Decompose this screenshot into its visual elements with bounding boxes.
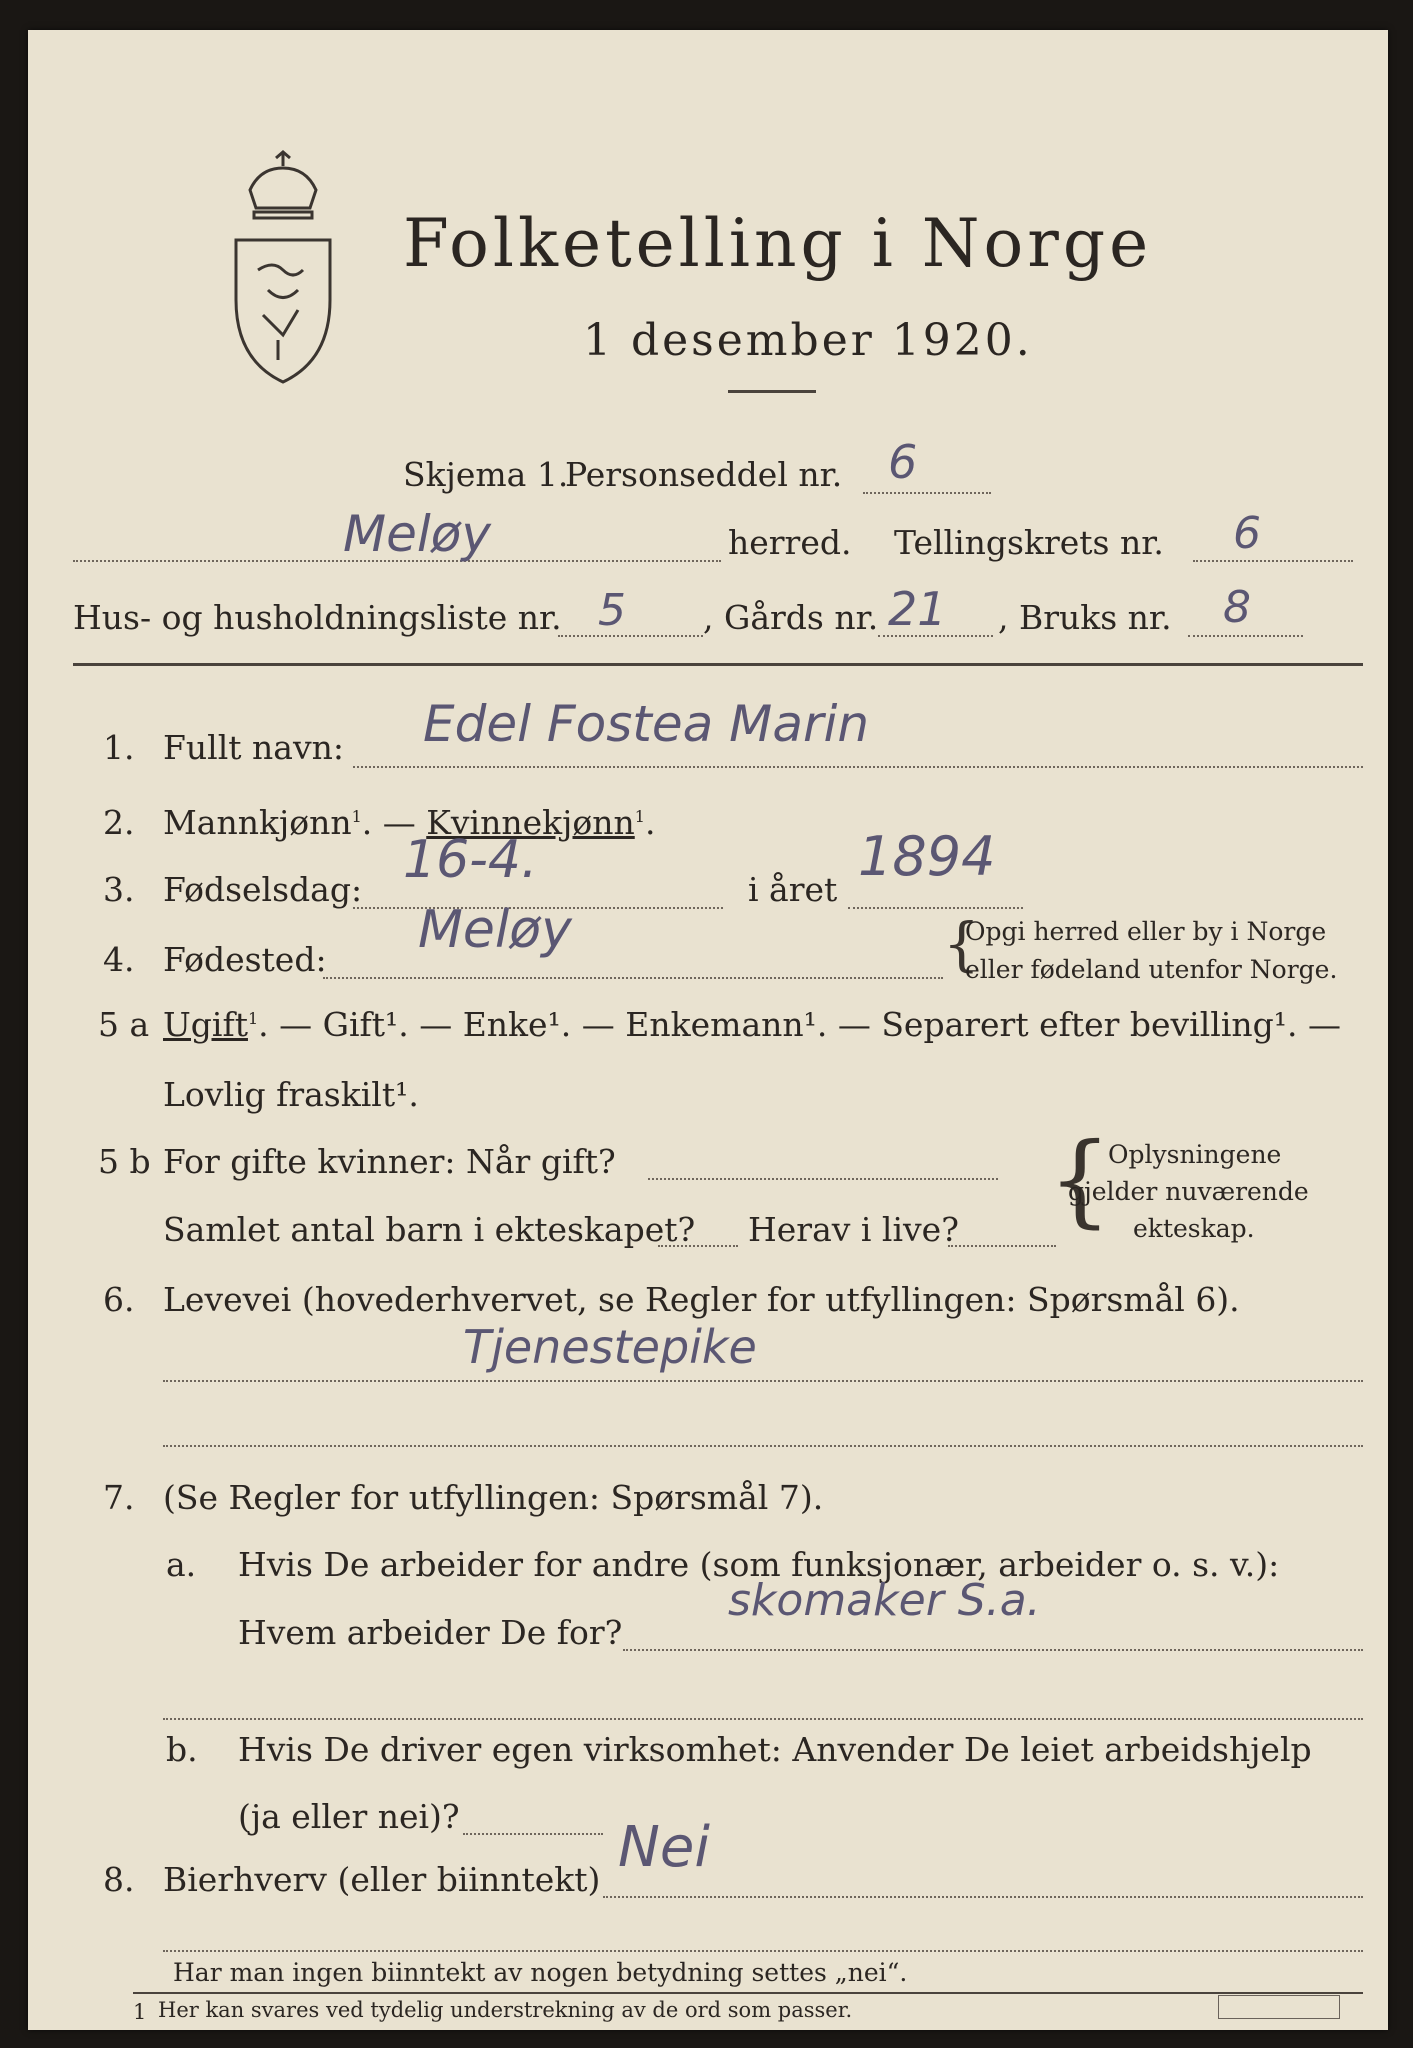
header-rule: [73, 663, 1363, 666]
q4-note-2: eller fødeland utenfor Norge.: [965, 955, 1338, 984]
bruks-line: [1188, 635, 1303, 637]
printer-stamp: [1218, 1995, 1340, 2019]
q2-dash: . —: [361, 803, 416, 842]
q1-line: [353, 766, 1363, 768]
q5b-alive-line: [948, 1245, 1056, 1247]
q7b-line: [463, 1833, 603, 1835]
personseddel-value: 6: [888, 435, 918, 489]
q6-value: Tjenestepike: [463, 1320, 757, 1374]
q4-label: Fødested:: [163, 940, 327, 979]
herred-label: herred.: [728, 523, 852, 562]
q5b-label-3: Herav i live?: [748, 1210, 959, 1249]
husliste-value: 5: [598, 585, 626, 636]
q8-value: Nei: [618, 1815, 710, 1880]
gards-value: 21: [888, 582, 947, 636]
q7-number: 7.: [103, 1478, 135, 1517]
census-form-sheet: [28, 30, 1388, 2030]
q2-end: .: [644, 803, 656, 842]
q7a-label-2: Hvem arbeider De for?: [238, 1613, 623, 1652]
footnote-mark: 1: [133, 2000, 147, 2024]
q6-line-2: [163, 1445, 1363, 1447]
q8-line: [603, 1896, 1363, 1898]
q3-label: Fødselsdag:: [163, 870, 363, 909]
q5b-label-2: Samlet antal barn i ekteskapet?: [163, 1210, 696, 1249]
q4-value: Meløy: [418, 900, 572, 960]
q8-line-2: [163, 1950, 1363, 1952]
q2-male-option: Mannkjønn: [163, 803, 352, 842]
bruks-value: 8: [1223, 582, 1251, 633]
q1-number: 1.: [103, 728, 135, 767]
husliste-label: Hus- og husholdningsliste nr.: [73, 598, 562, 637]
footer-note: Har man ingen biinntekt av nogen betydning settes „nei“.: [173, 1958, 908, 1987]
q7a-value: skomaker S.a.: [728, 1575, 1041, 1626]
q5b-brace: {: [1048, 1121, 1112, 1238]
footnote-text: Her kan svares ved tydelig understrekning av de ord som passer.: [158, 1998, 853, 2022]
personseddel-label: Personseddel nr.: [565, 455, 843, 494]
q5a-number: 5 a: [98, 1005, 150, 1044]
q6-line-1: [163, 1380, 1363, 1382]
tellingskrets-line: [1193, 560, 1353, 562]
q2-footnote-mark-2: 1: [634, 807, 645, 826]
personseddel-line: [863, 492, 991, 494]
q5b-note-1: Oplysningene: [1108, 1140, 1282, 1169]
q2-footnote-mark: 1: [351, 807, 362, 826]
q7a-letter: a.: [166, 1545, 197, 1584]
tellingskrets-value: 6: [1233, 508, 1261, 559]
q5a-rest: . — Gift¹. — Enke¹. — Enkemann¹. — Separert efter bevilling¹. —: [258, 1005, 1341, 1044]
q5b-married-line: [648, 1178, 998, 1180]
q7b-label-2: (ja eller nei)?: [238, 1797, 460, 1836]
q5a-footnote-mark: 1: [247, 1009, 259, 1028]
q3-number: 3.: [103, 870, 135, 909]
q3-year-label: i året: [748, 870, 838, 909]
q7a-line: [623, 1649, 1363, 1651]
q6-number: 6.: [103, 1280, 135, 1319]
q3-value: 16-4.: [403, 830, 538, 890]
title-divider: [728, 390, 816, 393]
footer-rule: [133, 1992, 1363, 1994]
husliste-line: [558, 635, 703, 637]
form-title: Folketelling i Norge: [403, 205, 1153, 282]
q7-label: (Se Regler for utfyllingen: Spørsmål 7).: [163, 1478, 824, 1517]
q8-number: 8.: [103, 1860, 135, 1899]
q7a-label-1: Hvis De arbeider for andre (som funksjonær, arbeider o. s. v.):: [238, 1545, 1280, 1584]
coat-of-arms-icon: [228, 150, 338, 390]
q7b-letter: b.: [166, 1730, 198, 1769]
q2-female-option-underlined: Kvinnekjønn: [426, 803, 635, 842]
q3-year-line: [848, 907, 1023, 909]
q5b-note-3: ekteskap.: [1133, 1214, 1255, 1243]
tellingskrets-label: Tellingskrets nr.: [894, 523, 1164, 562]
q8-label: Bierhverv (eller biinntekt): [163, 1860, 601, 1899]
q1-label: Fullt navn:: [163, 728, 344, 767]
q6-label: Levevei (hovederhvervet, se Regler for utfyllingen: Spørsmål 6).: [163, 1280, 1240, 1319]
q3-year-value: 1894: [858, 825, 996, 888]
q5b-number: 5 b: [98, 1142, 151, 1181]
q5b-children-line: [658, 1245, 738, 1247]
q4-note-1: Opgi herred eller by i Norge: [965, 917, 1327, 946]
q4-number: 4.: [103, 940, 135, 979]
gards-label: , Gårds nr.: [703, 598, 879, 637]
census-date: 1 desember 1920.: [583, 315, 1033, 366]
q7a-line-2: [163, 1718, 1363, 1720]
bruks-label: , Bruks nr.: [998, 598, 1172, 637]
q5a-line2: Lovlig fraskilt¹.: [163, 1075, 419, 1114]
q5b-label-1: For gifte kvinner: Når gift?: [163, 1142, 616, 1181]
skjema-label: Skjema 1.: [403, 455, 569, 494]
q4-line: [323, 977, 943, 979]
q7b-label-1: Hvis De driver egen virksomhet: Anvender De leiet arbeidshjelp: [238, 1730, 1312, 1769]
q5a-ugift-underlined: Ugift: [163, 1005, 248, 1044]
herred-value: Meløy: [343, 505, 491, 563]
q4-brace: {: [943, 910, 980, 978]
q2-number: 2.: [103, 803, 135, 842]
q5b-note-2: gjelder nuværende: [1068, 1177, 1309, 1206]
q5a-options: [163, 1005, 1341, 1044]
q1-value: Edel Fostea Marin: [423, 695, 870, 753]
